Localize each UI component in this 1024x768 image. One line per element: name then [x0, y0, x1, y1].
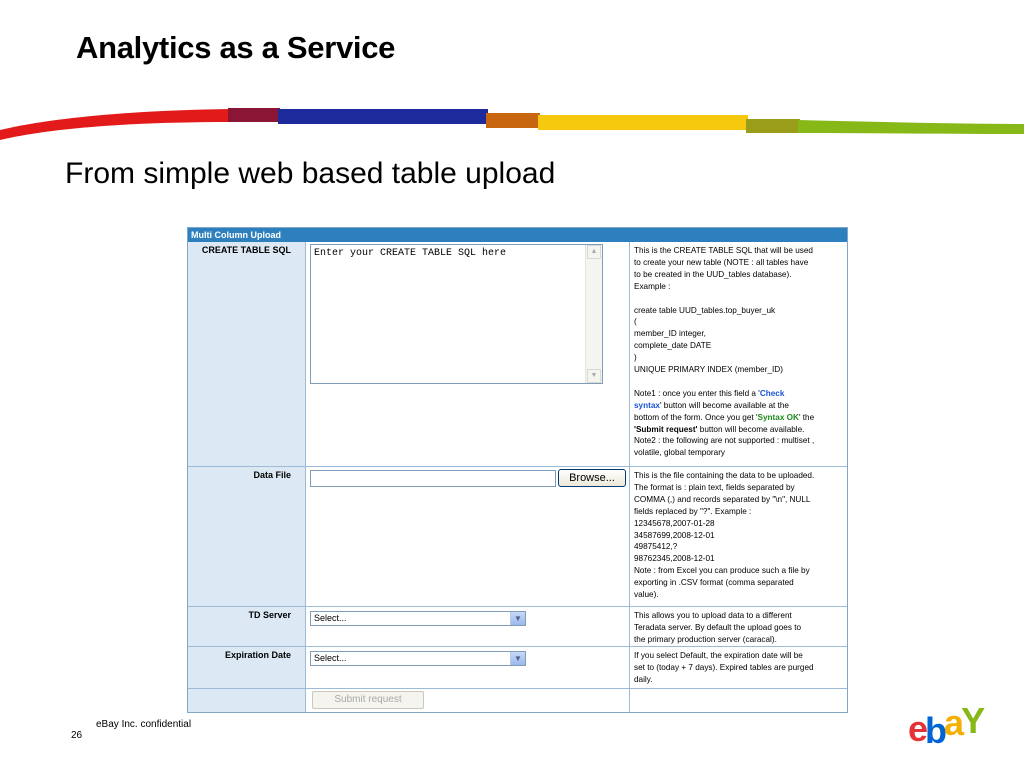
- help-line: 34587699,2008-12-01: [634, 530, 715, 540]
- help-line: value).: [634, 590, 659, 600]
- keyword-check: Check: [759, 388, 785, 398]
- td-server-cell: [306, 607, 630, 646]
- help-line: [634, 424, 843, 436]
- help-line: fields replaced by "?". Example :: [634, 506, 752, 516]
- help-line: daily.: [634, 674, 653, 684]
- help-line: create table UUD_tables.top_buyer_uk: [634, 305, 776, 315]
- sql-row: [188, 242, 847, 466]
- help-line: ): [634, 353, 637, 363]
- keyword-syntax: syntax: [634, 400, 660, 410]
- sql-input-cell: [306, 242, 630, 466]
- td-server-select[interactable]: [310, 611, 526, 626]
- keyword-syntax-ok: Syntax OK: [757, 412, 799, 422]
- expiration-cell: [306, 647, 630, 688]
- datafile-input-cell: [306, 467, 630, 606]
- sql-placeholder: Enter your CREATE TABLE SQL here: [314, 248, 507, 259]
- stripe-blue: [278, 109, 488, 124]
- help-line: The format is : plain text, fields separated by: [634, 482, 795, 492]
- logo-letter-b: b: [925, 710, 945, 751]
- help-line: to be created in the UUD_tables database).: [634, 269, 792, 279]
- help-line: UNIQUE PRIMARY INDEX (member_ID): [634, 365, 783, 375]
- stripe-maroon: [228, 108, 280, 122]
- stripe-olive: [746, 119, 800, 133]
- help-text: ' the: [798, 412, 815, 422]
- help-line: 12345678,2007-01-28: [634, 518, 715, 528]
- expiration-label: Expiration Date: [188, 647, 306, 688]
- expiration-selected-value: Select...: [314, 653, 347, 663]
- submit-request-button[interactable]: Submit request: [312, 691, 424, 709]
- help-line: [634, 412, 843, 424]
- stripe-green: [798, 120, 1024, 134]
- datafile-label: Data File: [188, 467, 306, 606]
- sql-textarea[interactable]: [310, 244, 603, 384]
- help-line: exporting in .CSV format (comma separated: [634, 578, 794, 588]
- expiration-help-text: [630, 647, 847, 688]
- expiration-select[interactable]: [310, 651, 526, 666]
- help-line: member_ID integer,: [634, 329, 706, 339]
- logo-letter-e: e: [908, 708, 926, 749]
- td-server-help-text: [630, 607, 847, 646]
- sql-help-text: [630, 242, 847, 466]
- help-line: COMMA (,) and records separated by "\n", NULL: [634, 494, 811, 504]
- help-line: to create your new table (NOTE : all tables have: [634, 257, 809, 267]
- scroll-down-icon[interactable]: ▼: [587, 369, 601, 383]
- td-server-selected-value: Select...: [314, 613, 347, 623]
- help-line: the primary production server (caracal).: [634, 634, 777, 644]
- help-line: complete_date DATE: [634, 341, 712, 351]
- help-line: If you select Default, the expiration date will be: [634, 651, 803, 660]
- file-path-input[interactable]: [310, 470, 556, 487]
- slide-title: Analytics as a Service: [76, 30, 396, 65]
- td-server-row: [188, 606, 847, 646]
- sql-label: CREATE TABLE SQL: [188, 242, 306, 466]
- help-line: Note2 : the following are not supported : multiset ,: [634, 436, 815, 446]
- help-line: 98762345,2008-12-01: [634, 554, 715, 564]
- help-line: Teradata server. By default the upload goes to: [634, 622, 802, 632]
- ebay-logo: [908, 700, 983, 751]
- stripe-red: [0, 109, 230, 140]
- help-line: (: [634, 317, 637, 327]
- help-line: This is the file containing the data to be uploaded.: [634, 471, 815, 480]
- stripe-yellow: [538, 115, 748, 130]
- datafile-help-text: [630, 467, 847, 606]
- help-text: bottom of the form. Once you get ': [634, 412, 758, 422]
- multi-column-upload-form: [187, 227, 848, 713]
- help-line: This allows you to upload data to a different: [634, 611, 792, 620]
- footer-confidential: eBay Inc. confidential: [96, 719, 192, 730]
- textarea-scrollbar[interactable]: [585, 245, 602, 383]
- browse-button[interactable]: Browse...: [558, 469, 626, 487]
- slide-subtitle: From simple web based table upload: [65, 157, 556, 190]
- help-line: volatile, global temporary: [634, 448, 726, 458]
- chevron-down-icon[interactable]: ▼: [510, 652, 525, 665]
- help-line: 49875412,?: [634, 542, 678, 552]
- submit-help-cell: [630, 689, 847, 712]
- datafile-row: [188, 466, 847, 606]
- help-line: Note : from Excel you can produce such a file by: [634, 566, 810, 576]
- help-line: Example :: [634, 281, 671, 291]
- expiration-row: [188, 646, 847, 688]
- stripe-orange: [486, 113, 540, 128]
- help-line: [634, 388, 843, 400]
- page-number: 26: [71, 730, 83, 741]
- logo-letter-a: a: [944, 702, 962, 743]
- keyword-submit-request: 'Submit request': [634, 424, 698, 434]
- scroll-up-icon[interactable]: ▲: [587, 245, 601, 259]
- help-text: Note1 : once you enter this field a ': [634, 388, 760, 398]
- submit-cell: [306, 689, 630, 712]
- help-line: [634, 400, 843, 412]
- submit-label-cell: [188, 689, 306, 712]
- help-line: set to (today + 7 days). Expired tables are purged: [634, 662, 814, 672]
- form-header: Multi Column Upload: [188, 228, 847, 242]
- decorative-color-stripe: [0, 100, 1024, 140]
- chevron-down-icon[interactable]: ▼: [510, 612, 525, 625]
- help-text: button will become available.: [697, 424, 805, 434]
- td-server-label: TD Server: [188, 607, 306, 646]
- help-line: This is the CREATE TABLE SQL that will be used: [634, 246, 813, 255]
- help-text: ' button will become available at the: [659, 400, 789, 410]
- submit-row: [188, 688, 847, 712]
- logo-letter-y: Y: [961, 700, 983, 741]
